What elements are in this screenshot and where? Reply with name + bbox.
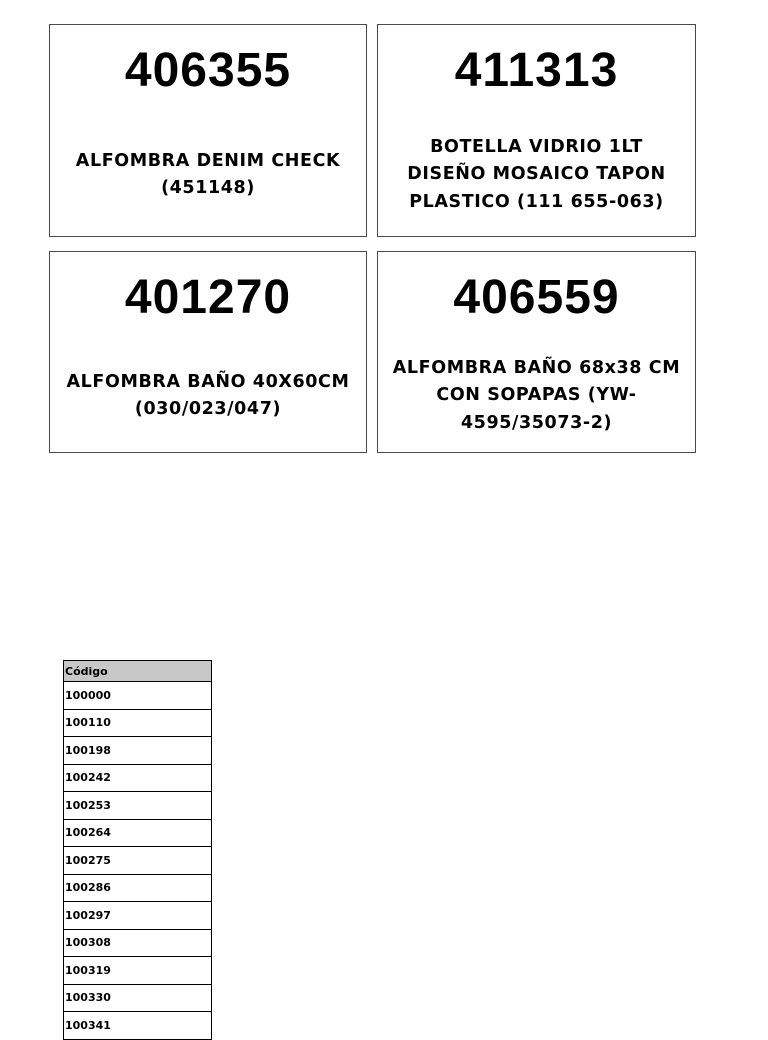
table-header-row: [64, 661, 212, 682]
table-row: [64, 709, 212, 737]
product-code: 406559: [453, 271, 620, 324]
table-cell: 100275: [64, 847, 212, 875]
table-cell: 100242: [64, 764, 212, 792]
table-cell: 100110: [64, 709, 212, 737]
table-cell: 100264: [64, 819, 212, 847]
product-description: ALFOMBRA DENIM CHECK (451148): [75, 150, 341, 198]
table-cell: 100297: [64, 902, 212, 930]
table-cell: 100198: [64, 737, 212, 765]
product-label-2: [377, 24, 696, 237]
table-cell: 100000: [64, 682, 212, 710]
table-cell: 100308: [64, 929, 212, 957]
table-cell: 100253: [64, 792, 212, 820]
table-row: [64, 984, 212, 1012]
table-row: [64, 819, 212, 847]
table-cell: 100286: [64, 874, 212, 902]
product-code: 406355: [124, 44, 292, 97]
table-row: [64, 1012, 212, 1040]
product-label-4: [377, 251, 696, 453]
product-description: ALFOMBRA BAÑO 40X60CM (030/023/047): [66, 371, 350, 419]
table-row: [64, 737, 212, 765]
table-cell: 100330: [64, 984, 212, 1012]
product-description: BOTELLA VIDRIO 1LT DISEÑO MOSAICO TAPON PLASTICO (111 655-063): [407, 136, 666, 212]
product-code: 411313: [454, 44, 619, 97]
table-row: [64, 792, 212, 820]
product-description: ALFOMBRA BAÑO 68x38 CM CON SOPAPAS (YW- 4595/35073-2): [392, 357, 681, 433]
table-row: [64, 764, 212, 792]
product-label-3: [49, 251, 367, 453]
table-row: [64, 874, 212, 902]
table-row: [64, 902, 212, 930]
table-cell: 100319: [64, 957, 212, 985]
column-header-codigo: Código: [64, 661, 212, 682]
table-row: [64, 929, 212, 957]
product-label-1: [49, 24, 367, 237]
table-row: [64, 682, 212, 710]
table-row: [64, 847, 212, 875]
code-table: [63, 660, 212, 1040]
product-code: 401270: [124, 271, 292, 324]
table-row: [64, 957, 212, 985]
table-cell: 100341: [64, 1012, 212, 1040]
